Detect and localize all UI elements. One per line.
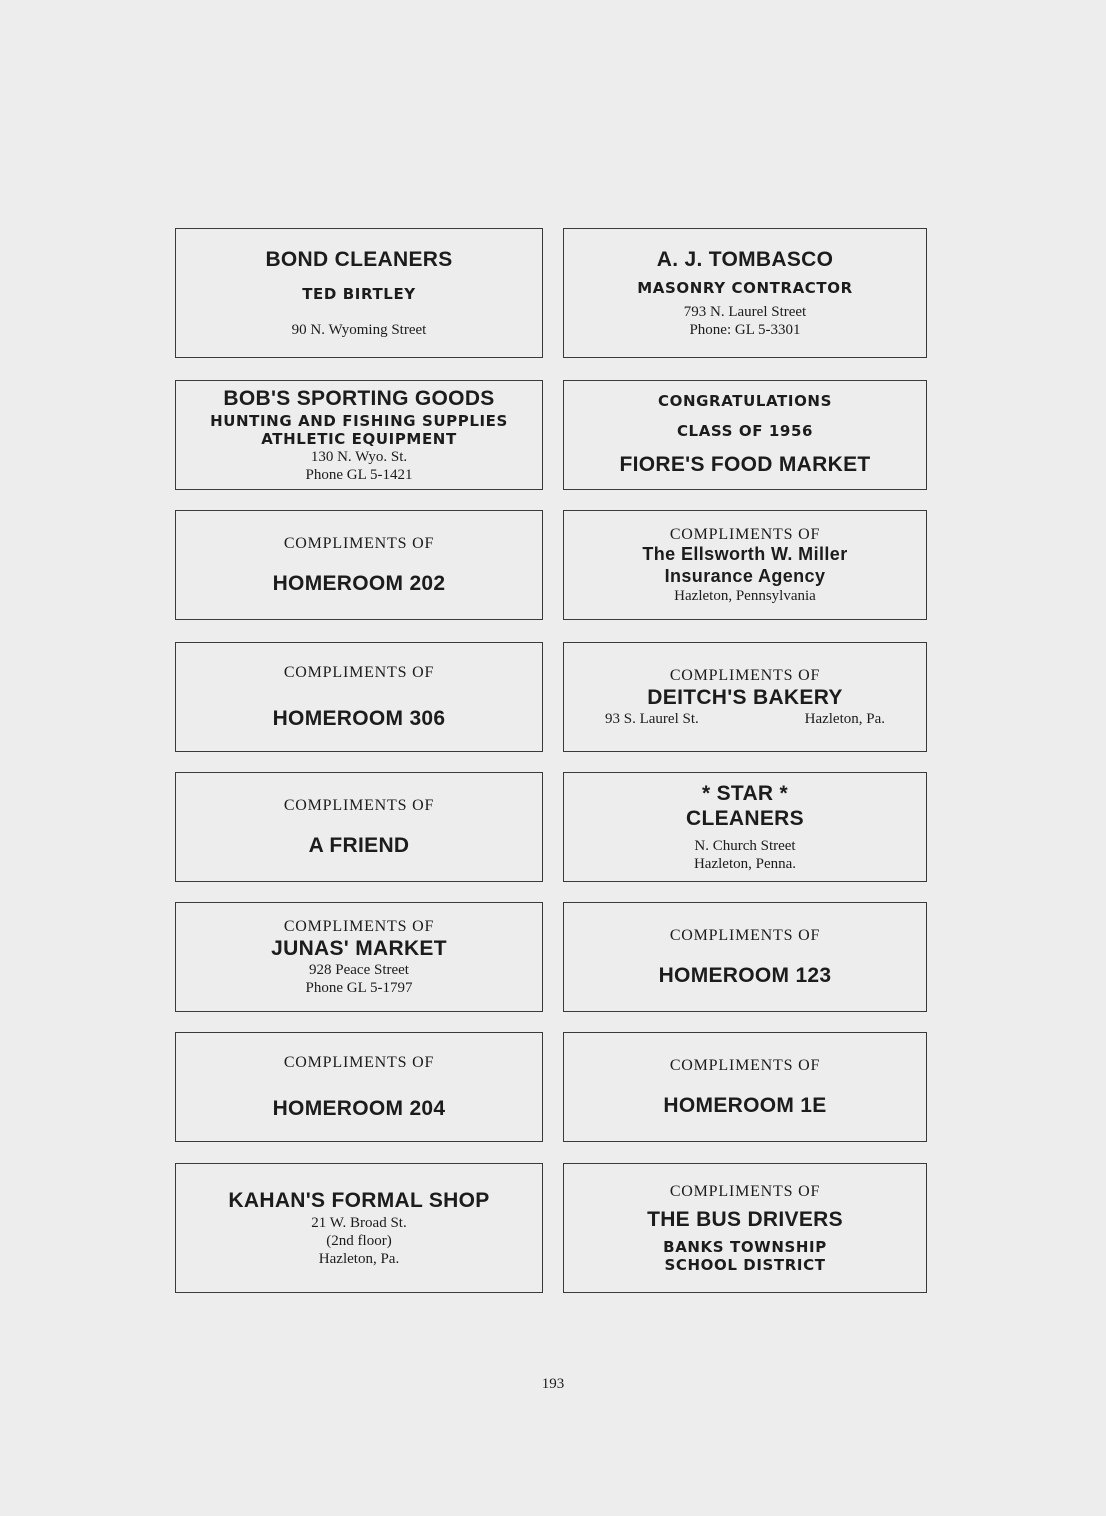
ad-address: 21 W. Broad St. bbox=[311, 1214, 407, 1231]
ad-title: HOMEROOM 306 bbox=[272, 707, 446, 730]
ad-address: 130 N. Wyo. St. bbox=[310, 448, 408, 465]
ad-prefix: COMPLIMENTS OF bbox=[669, 1056, 821, 1074]
ad-title: BOB'S SPORTING GOODS bbox=[223, 387, 495, 411]
ad-bond-cleaners bbox=[175, 228, 543, 358]
ad-line: SCHOOL DISTRICT bbox=[664, 1256, 826, 1275]
ad-city: Hazleton, Penna. bbox=[693, 856, 797, 873]
ad-phone: Phone GL 5-1797 bbox=[305, 980, 413, 997]
ad-title: THE BUS DRIVERS bbox=[647, 1208, 843, 1231]
ad-line: CONGRATULATIONS bbox=[658, 392, 832, 411]
ad-address: N. Church Street bbox=[694, 838, 796, 855]
ad-title: KAHAN'S FORMAL SHOP bbox=[228, 1189, 490, 1213]
ad-owner: TED BIRTLEY bbox=[302, 284, 416, 303]
ad-prefix: COMPLIMENTS OF bbox=[669, 1182, 821, 1200]
ad-homeroom-1e bbox=[563, 1032, 927, 1142]
ad-prefix: COMPLIMENTS OF bbox=[283, 534, 435, 552]
ad-address: 90 N. Wyoming Street bbox=[291, 321, 427, 338]
ad-a-friend bbox=[175, 772, 543, 882]
ad-prefix: COMPLIMENTS OF bbox=[283, 663, 435, 681]
ad-floor: (2nd floor) bbox=[326, 1232, 392, 1249]
ad-miller-insurance bbox=[563, 510, 927, 620]
ad-star-cleaners bbox=[563, 772, 927, 882]
ad-title: FIORE'S FOOD MARKET bbox=[619, 453, 871, 477]
ad-bobs-sporting-goods bbox=[175, 380, 543, 490]
ad-prefix: COMPLIMENTS OF bbox=[669, 525, 821, 543]
ad-title: HOMEROOM 202 bbox=[272, 572, 446, 595]
ad-title: A FRIEND bbox=[308, 834, 410, 857]
ad-tombasco bbox=[563, 228, 927, 358]
ad-prefix: COMPLIMENTS OF bbox=[669, 666, 821, 684]
ad-title: The Ellsworth W. Miller bbox=[642, 544, 848, 564]
ad-homeroom-306 bbox=[175, 642, 543, 752]
ad-prefix: COMPLIMENTS OF bbox=[283, 796, 435, 814]
ad-address: 93 S. Laurel St. bbox=[605, 711, 699, 728]
ad-phone: Phone GL 5-1421 bbox=[305, 466, 413, 483]
ad-line: CLASS OF 1956 bbox=[676, 422, 814, 441]
ad-title: HOMEROOM 123 bbox=[658, 964, 832, 987]
ad-title: HOMEROOM 204 bbox=[272, 1097, 446, 1120]
ad-title: CLEANERS bbox=[686, 807, 804, 830]
page-number: 193 bbox=[541, 1376, 565, 1392]
ad-prefix: COMPLIMENTS OF bbox=[283, 917, 435, 935]
ad-address: 793 N. Laurel Street bbox=[683, 303, 807, 320]
ad-homeroom-202 bbox=[175, 510, 543, 620]
ad-bus-drivers bbox=[563, 1163, 927, 1293]
ad-prefix: COMPLIMENTS OF bbox=[283, 1053, 435, 1071]
ad-trade: MASONRY CONTRACTOR bbox=[637, 278, 853, 297]
ad-fiores-food-market bbox=[563, 380, 927, 490]
ad-title: DEITCH'S BAKERY bbox=[647, 686, 843, 709]
ad-address-row bbox=[605, 710, 885, 728]
ad-title: * STAR * bbox=[701, 781, 789, 805]
ad-deitchs-bakery bbox=[563, 642, 927, 752]
ad-line: ATHLETIC EQUIPMENT bbox=[261, 429, 457, 448]
ad-city: Hazleton, Pa. bbox=[804, 711, 885, 728]
ad-address: 928 Peace Street bbox=[309, 962, 409, 979]
ad-city: Hazleton, Pa. bbox=[318, 1250, 400, 1267]
ad-prefix: COMPLIMENTS OF bbox=[669, 926, 821, 944]
ad-homeroom-204 bbox=[175, 1032, 543, 1142]
ad-title: JUNAS' MARKET bbox=[271, 937, 447, 960]
ad-title: Insurance Agency bbox=[664, 565, 826, 586]
ad-phone: Phone: GL 5-3301 bbox=[689, 321, 801, 338]
ad-location: Hazleton, Pennsylvania bbox=[674, 588, 816, 605]
ad-title: BOND CLEANERS bbox=[265, 248, 453, 272]
ad-title: A. J. TOMBASCO bbox=[656, 248, 834, 272]
ad-line: BANKS TOWNSHIP bbox=[663, 1238, 827, 1257]
ad-kahans-formal-shop bbox=[175, 1163, 543, 1293]
ad-homeroom-123 bbox=[563, 902, 927, 1012]
ad-line: HUNTING AND FISHING SUPPLIES bbox=[210, 411, 508, 430]
ad-junas-market bbox=[175, 902, 543, 1012]
ad-title: HOMEROOM 1E bbox=[663, 1094, 827, 1117]
